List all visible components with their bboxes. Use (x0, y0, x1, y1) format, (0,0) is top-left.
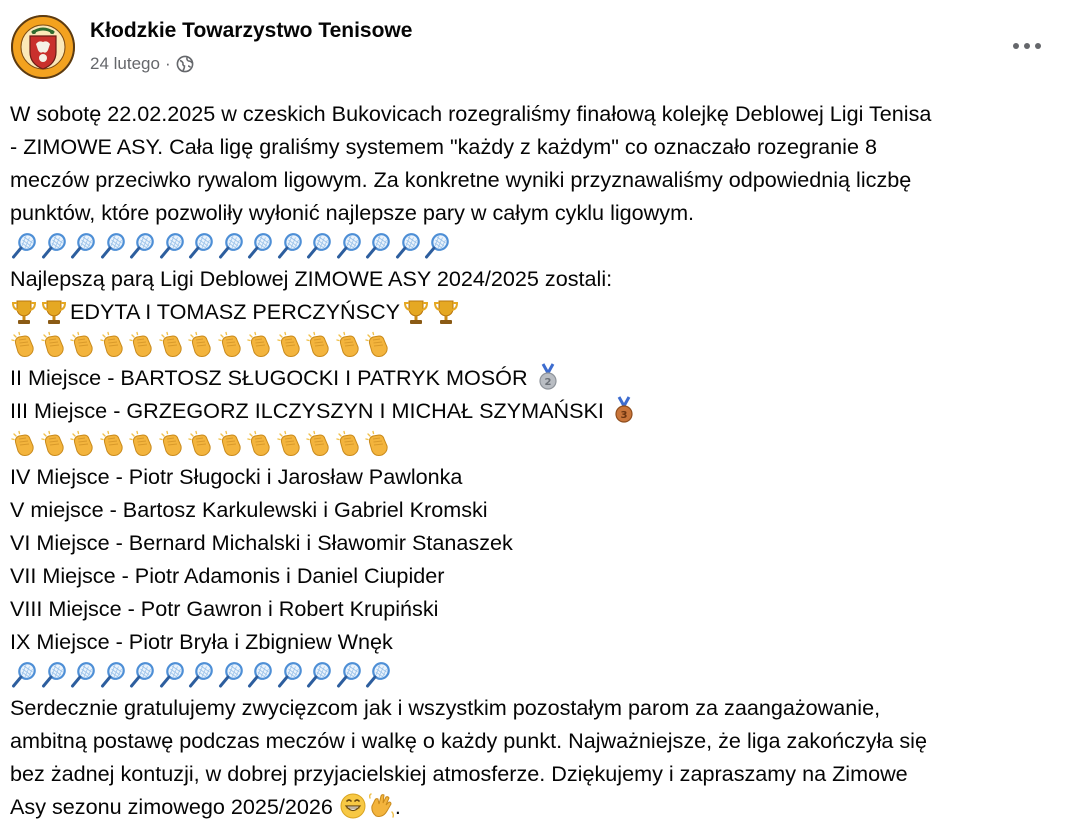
text-line: ambitną postawę podczas meczów i walkę o każdy punkt. Najważniejsze, że liga zakończyła się (10, 728, 927, 753)
clapping-hands-emoji (99, 430, 127, 458)
tennis-racket-emoji (69, 232, 97, 260)
clapping-hands-emoji (158, 430, 186, 458)
clapping-hands-emoji (40, 430, 68, 458)
globe-icon[interactable] (176, 55, 194, 73)
clapping-hands-emoji (69, 331, 97, 359)
post-meta (90, 54, 194, 74)
place-2-text: II Miejsce - BARTOSZ SŁUGOCKI I PATRYK MOSÓR (10, 365, 528, 390)
clapping-hands-emoji (364, 331, 392, 359)
more-options-icon (1012, 42, 1042, 50)
tennis-racket-emoji (128, 232, 156, 260)
clapping-hands-emoji (335, 331, 363, 359)
place-4-line: IV Miejsce - Piotr Sługocki i Jarosław Pawlonka (10, 464, 463, 489)
clapping-hands-emoji (158, 331, 186, 359)
place-6-line: VI Miejsce - Bernard Michalski i Sławomir Stanaszek (10, 530, 513, 555)
tennis-racket-emoji (423, 232, 451, 260)
text-line: Serdecznie gratulujemy zwycięzcom jak i wszystkim pozostałym parom za zaangażowanie, (10, 695, 881, 720)
trophy-emoji (402, 298, 430, 326)
silver-medal-emoji (534, 363, 562, 391)
text-line: W sobotę 22.02.2025 w czeskich Bukovicach rozegraliśmy finałową kolejkę Deblowej Ligi Tenisa (10, 101, 932, 126)
post-author-name[interactable]: Kłodzkie Towarzystwo Tenisowe (90, 19, 413, 42)
post-text (10, 97, 1055, 823)
tennis-racket-emoji (246, 661, 274, 689)
clapping-hands-emoji (305, 430, 333, 458)
place-3-line (10, 394, 1055, 427)
tennis-racket-emoji (335, 661, 363, 689)
tennis-racket-emoji (40, 232, 68, 260)
closing-line (10, 790, 1055, 823)
text-line: - ZIMOWE ASY. Cała ligę graliśmy systemem "każdy z każdym" co oznaczało rozegranie 8 (10, 134, 877, 159)
place-8-line: VIII Miejsce - Potr Gawron i Robert Krupiński (10, 596, 439, 621)
tennis-racket-emoji (99, 661, 127, 689)
tennis-racket-emoji (217, 232, 245, 260)
winners-line (10, 295, 1055, 328)
clapping-hands-emoji (187, 331, 215, 359)
text-line: punktów, które pozwoliły wyłonić najlepsze pary w całym cyklu ligowym. (10, 200, 695, 225)
trophy-emoji (40, 298, 68, 326)
tennis-racket-emoji (187, 232, 215, 260)
post-date[interactable]: 24 lutego (90, 54, 160, 73)
clap-emoji-row (10, 328, 1055, 361)
tennis-racket-emoji (305, 232, 333, 260)
tennis-racket-emoji (305, 661, 333, 689)
clapping-hands-emoji (128, 430, 156, 458)
text-line: meczów przeciwko rywalom ligowym. Za konkretne wyniki przyznawaliśmy odpowiednią liczbę (10, 167, 912, 192)
clapping-hands-emoji (128, 331, 156, 359)
waving-hand-emoji (367, 792, 395, 820)
tennis-racket-emoji (10, 232, 38, 260)
closing-period: . (394, 794, 401, 819)
place-2-line (10, 361, 1055, 394)
svg-text:2: 2 (544, 377, 552, 388)
clapping-hands-emoji (364, 430, 392, 458)
tennis-racket-emoji (364, 232, 392, 260)
svg-text:3: 3 (620, 410, 628, 421)
bronze-medal-emoji (610, 396, 638, 424)
meta-separator: · (164, 54, 171, 73)
clapping-hands-emoji (217, 430, 245, 458)
tennis-racket-emoji (158, 232, 186, 260)
tennis-racket-emoji (276, 661, 304, 689)
racket-emoji-row (10, 658, 1055, 691)
tennis-racket-emoji (335, 232, 363, 260)
place-5-line: V miejsce - Bartosz Karkulewski i Gabriel Kromski (10, 497, 488, 522)
tennis-racket-emoji (40, 661, 68, 689)
place-3-text: III Miejsce - GRZEGORZ ILCZYSZYN I MICHAŁ SZYMAŃSKI (10, 398, 604, 423)
clapping-hands-emoji (187, 430, 215, 458)
place-7-line: VII Miejsce - Piotr Adamonis i Daniel Ciupider (10, 563, 445, 588)
clapping-hands-emoji (10, 430, 38, 458)
clapping-hands-emoji (276, 430, 304, 458)
clapping-hands-emoji (246, 331, 274, 359)
tennis-racket-emoji (99, 232, 127, 260)
tennis-racket-emoji (10, 661, 38, 689)
tennis-racket-emoji (158, 661, 186, 689)
tennis-racket-emoji (69, 661, 97, 689)
clapping-hands-emoji (99, 331, 127, 359)
grinning-face-emoji (339, 792, 367, 820)
text-line: bez żadnej kontuzji, w dobrej przyjacielskiej atmosferze. Dziękujemy i zapraszamy na Zimowe (10, 761, 908, 786)
clapping-hands-emoji (10, 331, 38, 359)
more-options-button[interactable] (1007, 28, 1047, 64)
tennis-racket-emoji (364, 661, 392, 689)
winners-names: EDYTA I TOMASZ PERCZYŃSCY (70, 299, 400, 324)
clapping-hands-emoji (69, 430, 97, 458)
tennis-racket-emoji (276, 232, 304, 260)
trophy-emoji (10, 298, 38, 326)
clapping-hands-emoji (246, 430, 274, 458)
clapping-hands-emoji (40, 331, 68, 359)
best-pair-heading: Najlepszą parą Ligi Deblowej ZIMOWE ASY 2024/2025 zostali: (10, 266, 613, 291)
club-crest-avatar[interactable] (10, 14, 76, 80)
tennis-racket-emoji (217, 661, 245, 689)
clapping-hands-emoji (217, 331, 245, 359)
closing-text: Asy sezonu zimowego 2025/2026 (10, 794, 333, 819)
clapping-hands-emoji (335, 430, 363, 458)
tennis-racket-emoji (394, 232, 422, 260)
clapping-hands-emoji (305, 331, 333, 359)
clap-emoji-row (10, 427, 1055, 460)
tennis-racket-emoji (187, 661, 215, 689)
trophy-emoji (432, 298, 460, 326)
racket-emoji-row (10, 229, 1055, 262)
tennis-racket-emoji (246, 232, 274, 260)
place-9-line: IX Miejsce - Piotr Bryła i Zbigniew Wnęk (10, 629, 393, 654)
tennis-racket-emoji (128, 661, 156, 689)
clapping-hands-emoji (276, 331, 304, 359)
